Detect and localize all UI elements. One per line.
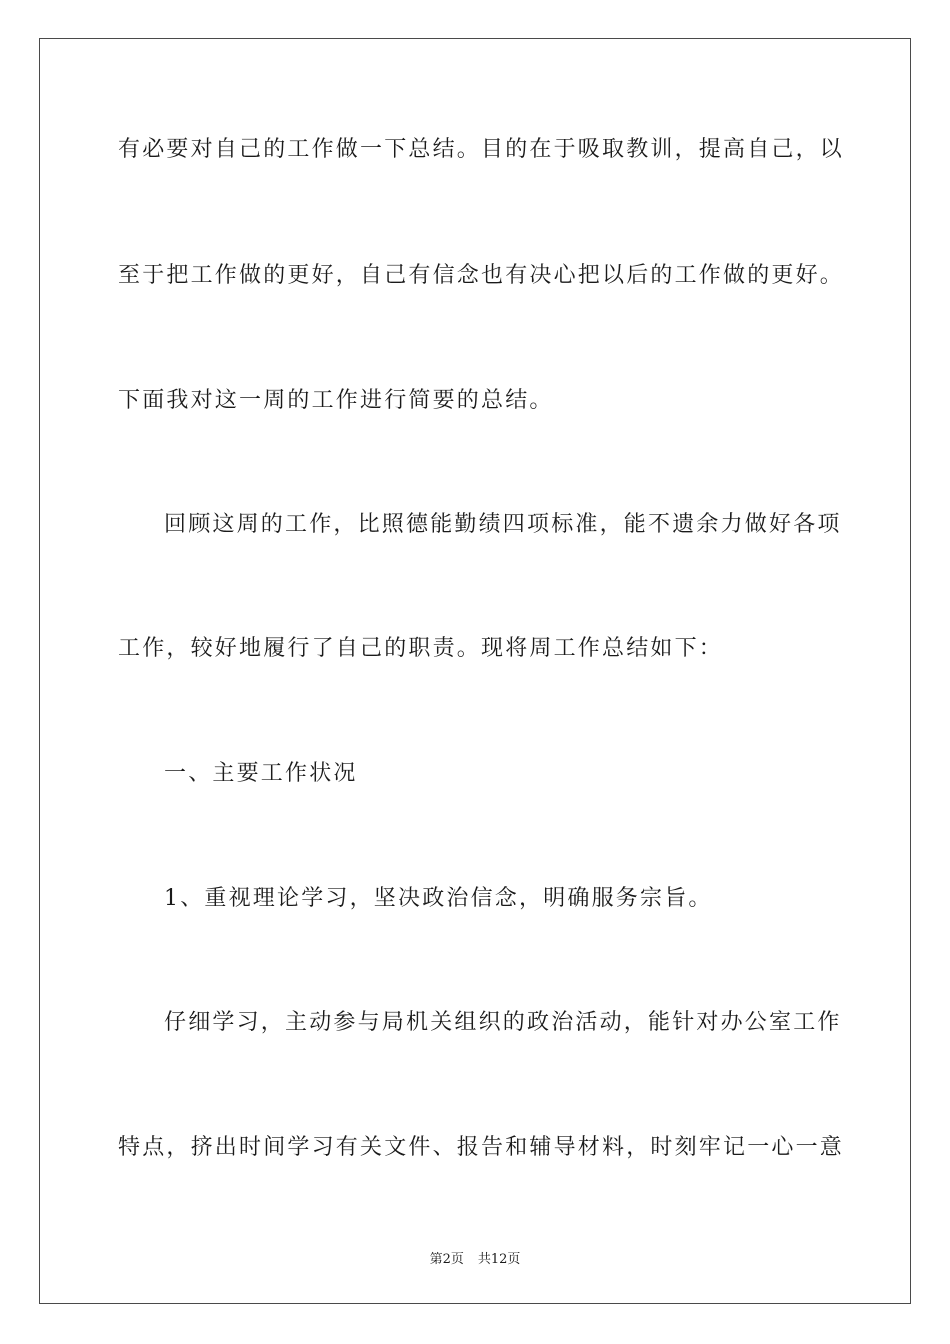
page-footer — [0, 1248, 950, 1267]
numbered-item-heading: 1、重视理论学习，坚决政治信念，明确服务宗旨。 — [164, 886, 713, 911]
section-heading: 一、主要工作状况 — [164, 761, 358, 786]
paragraph-line-2: 至于把工作做的更好，自己有信念也有决心把以后的工作做的更好。 — [118, 263, 845, 288]
paragraph-line-9: 特点，挤出时间学习有关文件、报告和辅导材料，时刻牢记一心一意 — [118, 1135, 845, 1160]
page-number-current: 第2页 — [429, 1252, 464, 1267]
page-number-total: 共12页 — [477, 1252, 521, 1267]
paragraph-line-1: 有必要对自己的工作做一下总结。目的在于吸取教训，提高自己，以 — [118, 137, 845, 162]
paragraph-line-8: 仔细学习，主动参与局机关组织的政治活动，能针对办公室工作 — [164, 1010, 842, 1035]
paragraph-line-4: 回顾这周的工作，比照德能勤绩四项标准，能不遗余力做好各项 — [164, 512, 842, 537]
paragraph-line-3: 下面我对这一周的工作进行简要的总结。 — [118, 388, 554, 413]
paragraph-line-5: 工作，较好地履行了自己的职责。现将周工作总结如下： — [118, 636, 724, 661]
page-border — [39, 38, 911, 1304]
